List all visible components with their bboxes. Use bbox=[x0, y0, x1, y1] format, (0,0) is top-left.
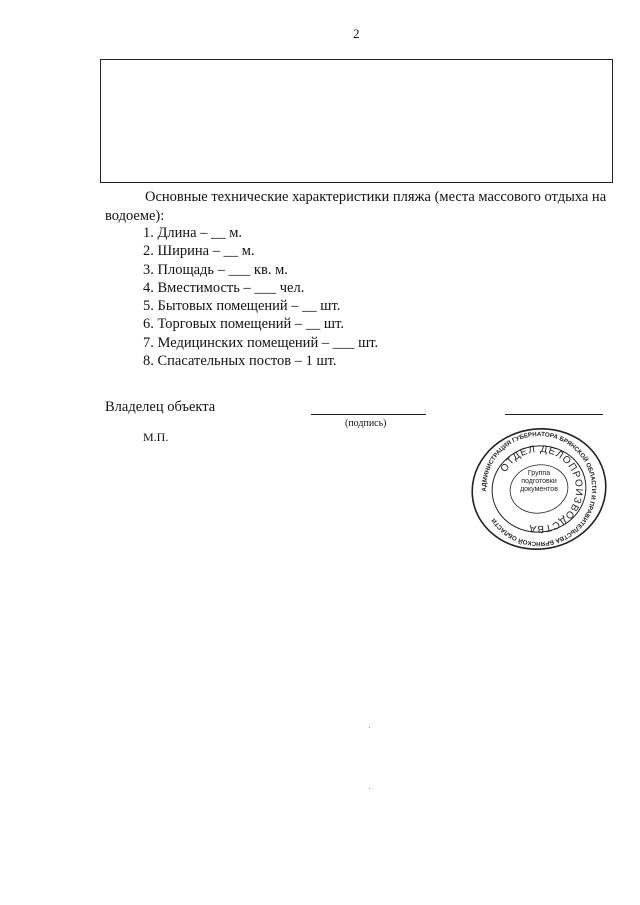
spec-item: 7. Медицинских помещений – ___ шт. bbox=[143, 334, 379, 351]
name-line bbox=[505, 414, 603, 415]
signature-caption: (подпись) bbox=[345, 418, 387, 429]
stamp-center-text bbox=[512, 470, 566, 500]
spec-item: 1. Длина – __ м. bbox=[143, 225, 243, 241]
spec-item: 3. Площадь – ___ кв. м. bbox=[143, 261, 288, 278]
stamp-center-line: подготовки bbox=[521, 478, 557, 485]
stamp-center-line: документов bbox=[520, 486, 558, 493]
signature-line bbox=[311, 414, 426, 415]
spec-list bbox=[143, 224, 378, 370]
spec-item: 6. Торговых помещений – __ шт. bbox=[143, 316, 344, 333]
spec-item: 2. Ширина – __ м. bbox=[143, 243, 255, 260]
scan-speck bbox=[369, 727, 370, 728]
owner-label: Владелец объекта bbox=[105, 399, 216, 415]
scan-speck bbox=[369, 788, 370, 789]
empty-frame bbox=[100, 59, 613, 183]
spec-item: 5. Бытовых помещений – __ шт. bbox=[143, 298, 341, 315]
stamp-center-line: Группа bbox=[527, 470, 551, 477]
page-number: 2 bbox=[353, 26, 360, 41]
spec-item: 8. Спасательных постов – 1 шт. bbox=[143, 353, 337, 370]
stamp-outer-text: АДМИНИСТРАЦИЯ ГУБЕРНАТОРА БРЯНСКОЙ ОБЛАСТИ И ПРАВИТЕЛЬСТВА БРЯНСКОЙ ОБЛАСТИ bbox=[480, 430, 598, 548]
spec-item: 4. Вместимость – ___ чел. bbox=[143, 279, 305, 296]
intro-paragraph: Основные технические характеристики пляжа (места массового отдыха на водоеме): bbox=[105, 189, 607, 224]
seal-place-label: М.П. bbox=[143, 430, 169, 444]
stamp-inner-text: ОТДЕЛ ДЕЛОПРОИЗВОДСТВА bbox=[498, 443, 585, 535]
